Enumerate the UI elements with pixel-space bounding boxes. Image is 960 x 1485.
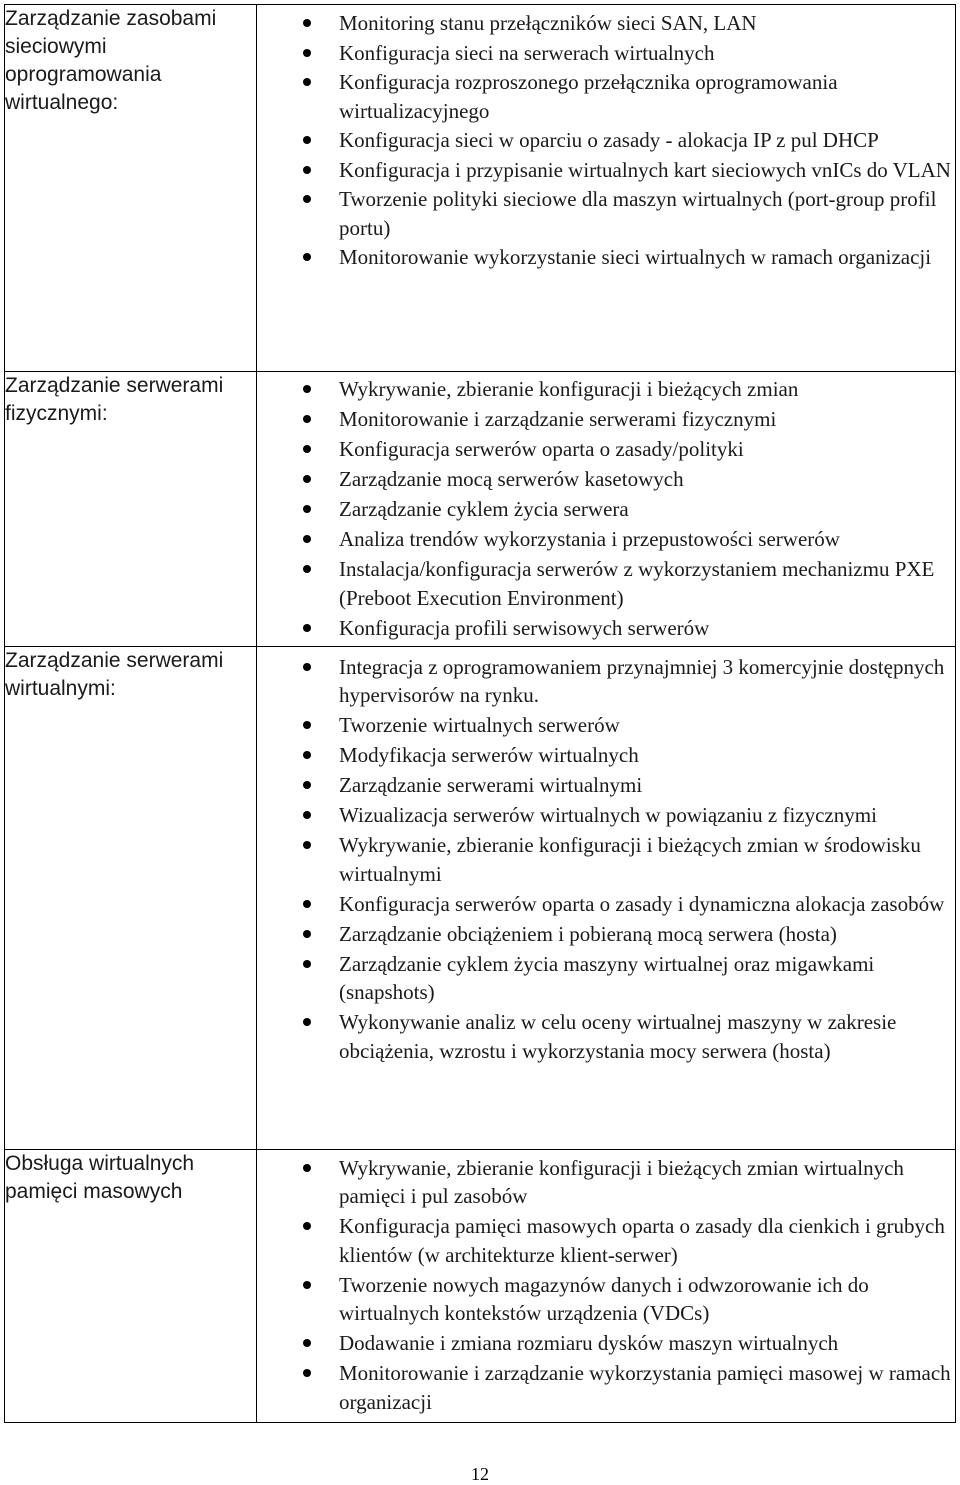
bullet-list (257, 5, 955, 275)
section-label: Zarządzanie zasobami sieciowymi oprogramowania wirtualnego: (5, 5, 257, 372)
section-items (257, 5, 956, 372)
list-item: Wykrywanie, zbieranie konfiguracji i bieżących zmian (257, 375, 955, 404)
bullet-list (257, 1150, 955, 1422)
section-items (257, 372, 956, 647)
list-item: Zarządzanie mocą serwerów kasetowych (257, 465, 955, 494)
list-item: Tworzenie nowych magazynów danych i odwzorowanie ich do wirtualnych kontekstów urządzenia (VDCs) (257, 1271, 955, 1328)
list-item: Instalacja/konfiguracja serwerów z wykorzystaniem mechanizmu PXE (Preboot Execution Environment) (257, 555, 955, 612)
list-item: Zarządzanie obciążeniem i pobieraną mocą serwera (hosta) (257, 920, 955, 949)
section-row-virtual-servers (5, 646, 956, 1149)
page-number: 12 (471, 1464, 489, 1484)
bullet-list (257, 647, 955, 1069)
section-items (257, 646, 956, 1149)
list-item: Tworzenie polityki sieciowe dla maszyn wirtualnych (port-group profil portu) (257, 185, 955, 242)
section-items (257, 1149, 956, 1422)
list-item: Konfiguracja i przypisanie wirtualnych kart sieciowych vnICs do VLAN (257, 156, 955, 185)
list-item: Integracja z oprogramowaniem przynajmniej 3 komercyjnie dostępnych hypervisorów na rynku. (257, 653, 955, 710)
list-item: Konfiguracja serwerów oparta o zasady/polityki (257, 435, 955, 464)
list-item: Tworzenie wirtualnych serwerów (257, 711, 955, 740)
requirements-table (4, 4, 956, 1423)
section-row-network (5, 5, 956, 372)
list-item: Konfiguracja sieci w oparciu o zasady - alokacja IP z pul DHCP (257, 126, 955, 155)
list-item: Zarządzanie cyklem życia maszyny wirtualnej oraz migawkami (snapshots) (257, 950, 955, 1007)
list-item: Monitorowanie i zarządzanie wykorzystania pamięci masowej w ramach organizacji (257, 1359, 955, 1416)
list-item: Analiza trendów wykorzystania i przepustowości serwerów (257, 525, 955, 554)
list-item: Wizualizacja serwerów wirtualnych w powiązaniu z fizycznymi (257, 801, 955, 830)
list-item: Monitoring stanu przełączników sieci SAN, LAN (257, 9, 955, 38)
list-item: Modyfikacja serwerów wirtualnych (257, 741, 955, 770)
list-item: Monitorowanie wykorzystanie sieci wirtualnych w ramach organizacji (257, 243, 955, 272)
list-item: Konfiguracja profili serwisowych serwerów (257, 614, 955, 643)
list-item: Konfiguracja sieci na serwerach wirtualnych (257, 39, 955, 68)
list-item: Konfiguracja rozproszonego przełącznika oprogramowania wirtualizacyjnego (257, 68, 955, 125)
list-item: Zarządzanie serwerami wirtualnymi (257, 771, 955, 800)
list-item: Wykrywanie, zbieranie konfiguracji i bieżących zmian wirtualnych pamięci i pul zasobów (257, 1154, 955, 1211)
list-item: Dodawanie i zmiana rozmiaru dysków maszyn wirtualnych (257, 1329, 955, 1358)
list-item: Monitorowanie i zarządzanie serwerami fizycznymi (257, 405, 955, 434)
list-item: Zarządzanie cyklem życia serwera (257, 495, 955, 524)
bullet-list (257, 372, 955, 646)
list-item: Konfiguracja serwerów oparta o zasady i dynamiczna alokacja zasobów (257, 890, 955, 919)
list-item: Konfiguracja pamięci masowych oparta o zasady dla cienkich i grubych klientów (w architekturze klient-serwer) (257, 1212, 955, 1269)
section-label: Zarządzanie serwerami wirtualnymi: (5, 646, 257, 1149)
list-item: Wykrywanie, zbieranie konfiguracji i bieżących zmian w środowisku wirtualnymi (257, 831, 955, 888)
section-row-physical-servers (5, 372, 956, 647)
section-label: Zarządzanie serwerami fizycznymi: (5, 372, 257, 647)
section-label: Obsługa wirtualnych pamięci masowych (5, 1149, 257, 1422)
section-row-storage (5, 1149, 956, 1422)
list-item: Wykonywanie analiz w celu oceny wirtualnej maszyny w zakresie obciążenia, wzrostu i wykorzystania mocy serwera (hosta) (257, 1008, 955, 1065)
